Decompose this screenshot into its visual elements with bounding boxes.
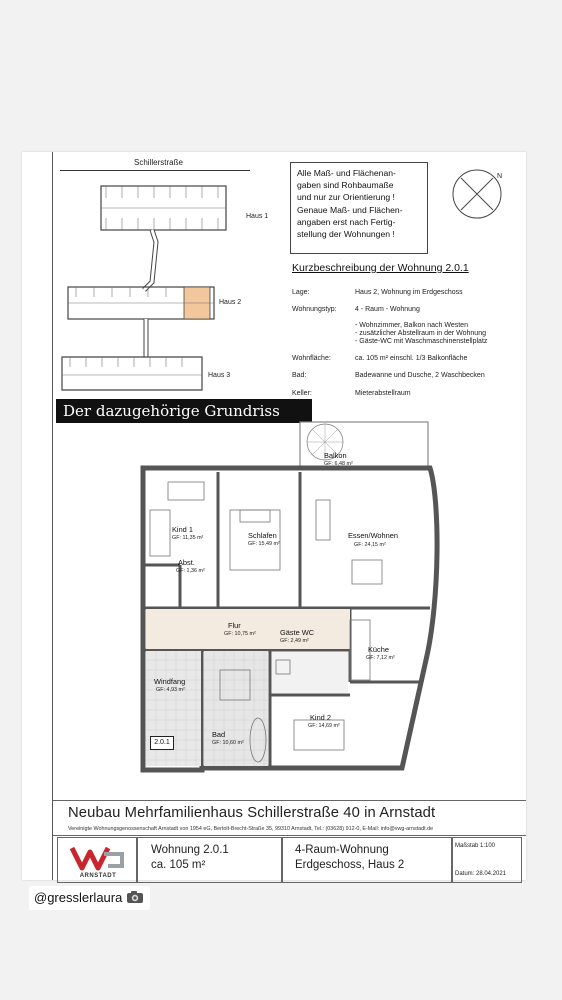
notice-line: angaben erst nach Fertig- xyxy=(297,216,396,227)
room-area-bad: GF: 10,60 m² xyxy=(212,740,244,746)
mention-sticker[interactable] xyxy=(29,886,150,910)
room-area-essen: GF: 24,15 m² xyxy=(354,542,386,548)
room-name-kind2: Kind 2 xyxy=(310,713,331,722)
date-label: Datum: 28.04.2021 xyxy=(455,871,507,877)
info-value-lage: Haus 2, Wohnung im Erdgeschoss xyxy=(355,289,463,296)
room-name-balkon: Balkon xyxy=(324,451,347,460)
compass-icon xyxy=(451,168,503,220)
info-key-keller: Keller: xyxy=(292,390,312,397)
floor-plan xyxy=(140,420,445,780)
info-key-flaeche: Wohnfläche: xyxy=(292,355,331,362)
title-block-divider xyxy=(53,835,526,836)
notice-line: Alle Maß- und Flächenan- xyxy=(297,168,396,178)
mention-handle: @gresslerlaura xyxy=(34,890,123,905)
room-area-balkon: GF: 6,48 m² xyxy=(324,461,353,467)
street-label: Schillerstraße xyxy=(134,158,183,167)
vwg-logo-icon xyxy=(68,844,128,872)
room-area-kueche: GF: 7,12 m² xyxy=(366,655,395,661)
logo-box xyxy=(57,837,137,883)
room-name-flur: Flur xyxy=(228,621,241,630)
site-plan xyxy=(56,172,236,402)
info-key-typ: Wohnungstyp: xyxy=(292,306,337,313)
unit-info xyxy=(151,843,229,873)
description-title: Kurzbeschreibung der Wohnung 2.0.1 xyxy=(292,262,469,274)
feature-line: - zusätzlicher Abstellraum in der Wohnung xyxy=(355,330,486,337)
address-line: Vereinigte Wohnungsgenossenschaft Arnstadt von 1954 eG, Bertolt-Brecht-Straße 35, 99310 Arnstadt, Tel.: (03628) 912-0, E-Mail: info@vwg-arnstadt.de xyxy=(68,826,434,832)
room-name-abst: Abst. xyxy=(178,558,195,567)
room-name-windfang: Windfang xyxy=(154,677,186,686)
compass-north-label: N xyxy=(497,173,503,180)
street-line xyxy=(60,170,250,171)
notice-line: stellung der Wohnungen ! xyxy=(297,229,395,240)
entrance-tag: 2.0.1 xyxy=(150,736,174,750)
project-title: Neubau Mehrfamilienhaus Schillerstraße 40 in Arnstadt xyxy=(68,805,436,821)
feature-line: - Gäste-WC mit Waschmaschinenstellplatz xyxy=(355,338,488,345)
haus-2-label: Haus 2 xyxy=(219,299,242,306)
room-area-abst: GF: 1,36 m² xyxy=(176,568,205,574)
info-value-bad: Badewanne und Dusche, 2 Waschbecken xyxy=(355,372,485,379)
unit-floor: Erdgeschoss, Haus 2 xyxy=(295,859,405,871)
room-name-kueche: Küche xyxy=(368,645,389,654)
room-area-windfang: GF: 4,93 m² xyxy=(156,687,185,693)
camera-icon xyxy=(126,890,144,904)
room-name-kind1: Kind 1 xyxy=(172,525,193,534)
room-area-kind2: GF: 14,69 m² xyxy=(308,723,340,729)
feature-line: - Wohnzimmer, Balkon nach Westen xyxy=(355,322,468,329)
room-area-kind1: GF: 11,35 m² xyxy=(172,535,204,541)
story-caption: Der dazugehörige Grundriss xyxy=(56,399,312,423)
room-area-flur: GF: 10,75 m² xyxy=(224,631,256,637)
info-value-flaeche: ca. 105 m² einschl. 1/3 Balkonfläche xyxy=(355,355,468,362)
room-name-schlafen: Schlafen xyxy=(248,531,277,540)
unit-size: ca. 105 m² xyxy=(151,859,206,871)
info-key-bad: Bad: xyxy=(292,372,307,379)
notice-line: und nur zur Orientierung ! xyxy=(297,192,395,203)
room-name-bad: Bad xyxy=(212,730,226,739)
title-block xyxy=(57,837,522,885)
room-name-essen: Essen/Wohnen xyxy=(348,531,398,540)
notice-line: Genaue Maß- und Flächen- xyxy=(297,204,403,215)
notice-line: gaben sind Rohbaumaße xyxy=(297,180,394,191)
info-value-typ: 4 - Raum - Wohnung xyxy=(355,306,420,313)
unit-number: Wohnung 2.0.1 xyxy=(151,844,229,856)
haus-1-label: Haus 1 xyxy=(246,213,269,220)
room-area-gaeste-wc: GF: 2,49 m² xyxy=(280,638,309,644)
haus-3-label: Haus 3 xyxy=(208,372,231,379)
scale-label: Maßstab 1:100 xyxy=(455,843,496,849)
unit-type: 4-Raum-Wohnung xyxy=(295,844,389,856)
room-name-gaeste-wc: Gäste WC xyxy=(280,628,315,637)
footer-divider xyxy=(53,800,526,801)
notice-box xyxy=(290,162,428,254)
info-value-keller: Mieterabstellraum xyxy=(355,390,411,397)
info-key-lage: Lage: xyxy=(292,289,310,296)
logo-text: ARNSTADT xyxy=(79,873,117,879)
type-info xyxy=(295,843,404,873)
room-area-schlafen: GF: 15,49 m² xyxy=(248,541,280,547)
